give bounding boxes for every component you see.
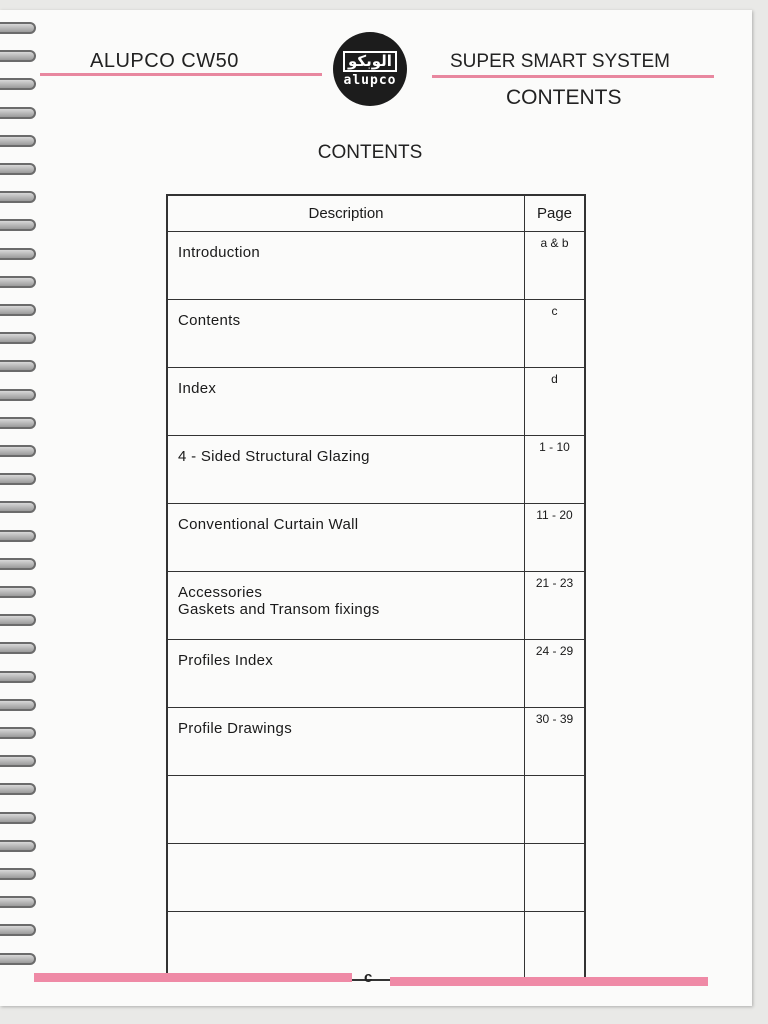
header-rule-left bbox=[40, 73, 322, 76]
table-row bbox=[167, 368, 585, 436]
spiral-coil bbox=[0, 389, 36, 401]
row-page-number bbox=[525, 776, 586, 844]
row-description bbox=[167, 844, 525, 912]
row-page-number: 11 - 20 bbox=[525, 504, 586, 572]
row-page-number: a & b bbox=[525, 232, 586, 300]
spiral-coil bbox=[0, 332, 36, 344]
column-header-page: Page bbox=[525, 195, 586, 232]
row-page-number: 21 - 23 bbox=[525, 572, 586, 640]
footer-rule-right bbox=[390, 977, 708, 986]
table-row bbox=[167, 300, 585, 368]
spiral-coil bbox=[0, 840, 36, 852]
page-title: CONTENTS bbox=[317, 142, 423, 163]
table-row bbox=[167, 912, 585, 981]
row-page-number: 30 - 39 bbox=[525, 708, 586, 776]
row-description bbox=[167, 708, 525, 776]
spiral-coil bbox=[0, 699, 36, 711]
spiral-coil bbox=[0, 473, 36, 485]
row-page-number: 24 - 29 bbox=[525, 640, 586, 708]
spiral-coil bbox=[0, 671, 36, 683]
row-page-number bbox=[525, 844, 586, 912]
row-page-number: 1 - 10 bbox=[525, 436, 586, 504]
spiral-coil bbox=[0, 614, 36, 626]
description-line: Introduction bbox=[178, 244, 260, 261]
spiral-coil bbox=[0, 445, 36, 457]
table-row bbox=[167, 844, 585, 912]
spiral-binding bbox=[0, 22, 40, 997]
description-line: Index bbox=[178, 380, 217, 397]
spiral-coil bbox=[0, 642, 36, 654]
row-description bbox=[167, 776, 525, 844]
description-line: Gaskets and Transom fixings bbox=[178, 601, 380, 618]
row-page-number bbox=[525, 912, 586, 981]
spiral-coil bbox=[0, 924, 36, 936]
table-row bbox=[167, 504, 585, 572]
table-header-row bbox=[167, 195, 585, 232]
table-row bbox=[167, 640, 585, 708]
spiral-coil bbox=[0, 50, 36, 62]
row-description bbox=[167, 504, 525, 572]
footer-page-letter: c bbox=[364, 969, 373, 986]
contents-table bbox=[166, 194, 586, 981]
spiral-coil bbox=[0, 360, 36, 372]
spiral-coil bbox=[0, 953, 36, 965]
header-system-name: SUPER SMART SYSTEM bbox=[450, 51, 670, 72]
table-row bbox=[167, 572, 585, 640]
row-description bbox=[167, 368, 525, 436]
row-description bbox=[167, 912, 525, 981]
description-line: Profiles Index bbox=[178, 652, 274, 669]
spiral-coil bbox=[0, 586, 36, 598]
table-row bbox=[167, 708, 585, 776]
spiral-coil bbox=[0, 417, 36, 429]
spiral-coil bbox=[0, 812, 36, 824]
spiral-coil bbox=[0, 896, 36, 908]
column-header-description: Description bbox=[167, 195, 525, 232]
alupco-logo bbox=[333, 32, 407, 106]
spiral-coil bbox=[0, 219, 36, 231]
spiral-coil bbox=[0, 248, 36, 260]
header-product-name: ALUPCO CW50 bbox=[90, 50, 239, 72]
row-description bbox=[167, 640, 525, 708]
row-page-number: d bbox=[525, 368, 586, 436]
logo-arabic-text: الوبكو bbox=[343, 51, 397, 72]
spiral-coil bbox=[0, 191, 36, 203]
row-description bbox=[167, 300, 525, 368]
logo-latin-text: alupco bbox=[343, 72, 397, 88]
header-section-name: CONTENTS bbox=[506, 86, 622, 109]
description-line: Profile Drawings bbox=[178, 720, 293, 737]
spiral-coil bbox=[0, 304, 36, 316]
spiral-coil bbox=[0, 22, 36, 34]
footer-rule-left bbox=[34, 973, 352, 982]
row-description bbox=[167, 232, 525, 300]
description-line: Accessories bbox=[178, 584, 263, 601]
spiral-coil bbox=[0, 558, 36, 570]
table-row bbox=[167, 232, 585, 300]
spiral-coil bbox=[0, 530, 36, 542]
row-page-number: c bbox=[525, 300, 586, 368]
table-row bbox=[167, 776, 585, 844]
spiral-coil bbox=[0, 783, 36, 795]
description-line: Conventional Curtain Wall bbox=[178, 516, 359, 533]
header-rule-right bbox=[432, 75, 714, 78]
spiral-coil bbox=[0, 276, 36, 288]
spiral-coil bbox=[0, 868, 36, 880]
description-line: 4 - Sided Structural Glazing bbox=[178, 448, 370, 465]
contents-table-body bbox=[167, 232, 585, 981]
spiral-coil bbox=[0, 501, 36, 513]
row-description bbox=[167, 436, 525, 504]
spiral-coil bbox=[0, 755, 36, 767]
spiral-coil bbox=[0, 78, 36, 90]
description-line: Contents bbox=[178, 312, 241, 329]
spiral-coil bbox=[0, 727, 36, 739]
spiral-coil bbox=[0, 163, 36, 175]
spiral-coil bbox=[0, 107, 36, 119]
row-description bbox=[167, 572, 525, 640]
table-row bbox=[167, 436, 585, 504]
